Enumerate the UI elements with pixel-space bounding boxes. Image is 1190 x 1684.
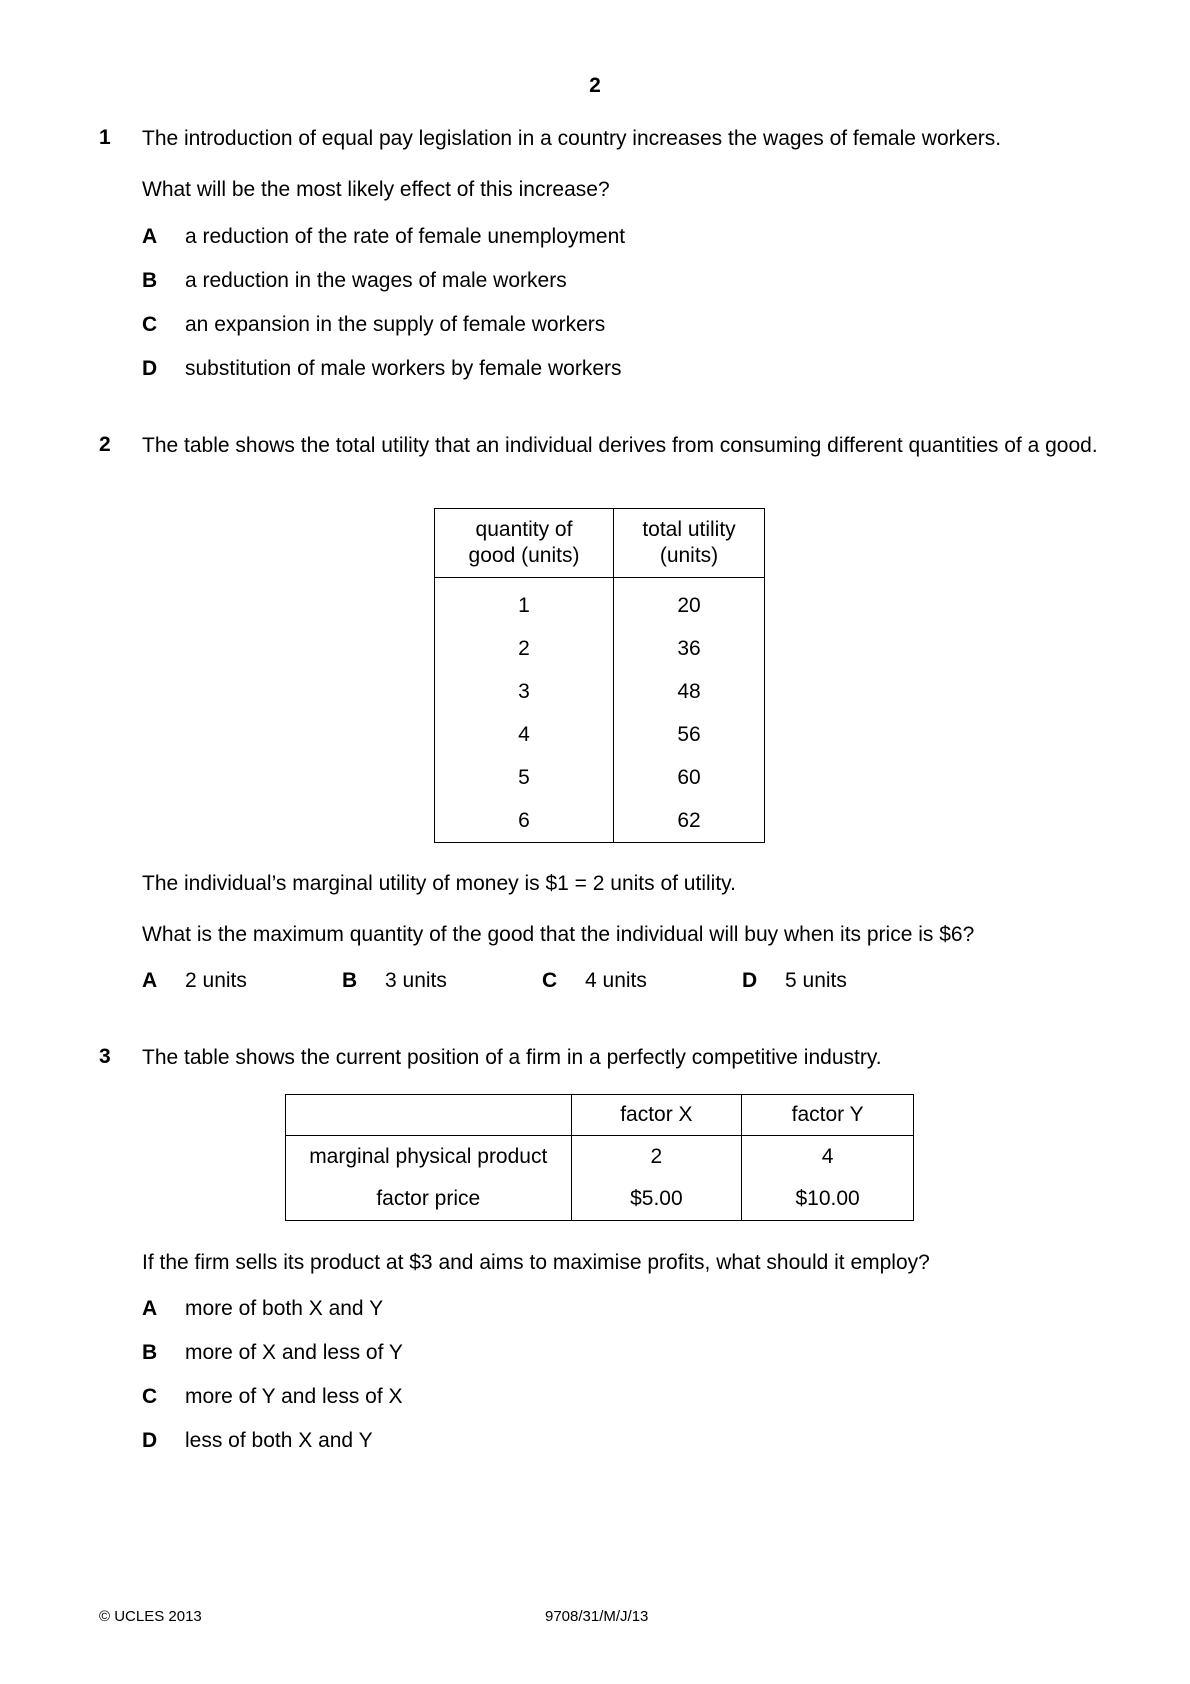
footer-copyright: © UCLES 2013 (99, 1608, 202, 1625)
option-letter: A (142, 225, 158, 248)
table-row (435, 799, 765, 843)
table-cell: 36 (614, 627, 765, 670)
table-row (435, 627, 765, 670)
utility-table (434, 508, 765, 843)
option-letter: D (742, 969, 758, 992)
header-line: good (units) (468, 544, 580, 567)
table-cell: 56 (614, 713, 765, 756)
table-cell: 5 (435, 756, 614, 799)
table-cell: 4 (742, 1136, 914, 1179)
option-text: 2 units (185, 969, 247, 992)
option-text: substitution of male workers by female workers (185, 357, 622, 380)
table-row (286, 1136, 914, 1179)
table-cell: 60 (614, 756, 765, 799)
table-cell: $10.00 (742, 1178, 914, 1221)
footer-paper-code: 9708/31/M/J/13 (545, 1608, 649, 1625)
option-letter: D (142, 1429, 158, 1452)
question-2-note: The individual’s marginal utility of money is $1 = 2 units of utility. (142, 872, 736, 895)
option-text: 3 units (385, 969, 447, 992)
table-cell: 1 (435, 578, 614, 628)
question-2-stem: The table shows the total utility that an individual derives from consuming different quantities of a good. (142, 434, 1098, 457)
option-letter: C (142, 1385, 158, 1408)
option-letter: B (142, 1341, 158, 1364)
table-cell: 2 (571, 1136, 742, 1179)
table-cell: $5.00 (571, 1178, 742, 1221)
table-row (435, 713, 765, 756)
table-cell: factor price (286, 1178, 572, 1221)
option-text: more of X and less of Y (185, 1341, 403, 1364)
question-2-prompt: What is the maximum quantity of the good that the individual will buy when its price is $6? (142, 923, 975, 946)
option-text: 4 units (585, 969, 647, 992)
table-row (435, 578, 765, 628)
question-3-prompt: If the firm sells its product at $3 and aims to maximise profits, what should it employ? (142, 1251, 930, 1274)
header-line: total utility (642, 518, 736, 541)
header-line: (units) (659, 544, 719, 567)
option-text: a reduction of the rate of female unemployment (185, 225, 626, 248)
question-1-stem: The introduction of equal pay legislation in a country increases the wages of female workers. (142, 127, 1002, 150)
table-row (435, 756, 765, 799)
option-text: more of Y and less of X (185, 1385, 403, 1408)
table-cell: 48 (614, 670, 765, 713)
question-2-number: 2 (99, 433, 111, 456)
page-number: 2 (589, 74, 601, 97)
table-header (614, 509, 765, 578)
option-letter: A (142, 1297, 158, 1320)
question-3-number: 3 (99, 1045, 111, 1068)
option-text: a reduction in the wages of male workers (185, 269, 567, 292)
table-header (435, 509, 614, 578)
option-letter: B (342, 969, 358, 992)
table-row (286, 1178, 914, 1221)
table-row (435, 670, 765, 713)
option-letter: C (142, 313, 158, 336)
question-1-number: 1 (99, 126, 111, 149)
factor-table (285, 1094, 914, 1221)
question-3-stem: The table shows the current position of a firm in a perfectly competitive industry. (142, 1046, 882, 1069)
table-cell: 20 (614, 578, 765, 628)
header-line: quantity of (475, 518, 573, 541)
option-letter: D (142, 357, 158, 380)
option-letter: A (142, 969, 158, 992)
option-text: an expansion in the supply of female workers (185, 313, 606, 336)
table-cell: 6 (435, 799, 614, 843)
option-letter: C (542, 969, 558, 992)
table-header: factor Y (742, 1095, 914, 1136)
option-text: more of both X and Y (185, 1297, 384, 1320)
table-header (286, 1095, 572, 1136)
question-1-prompt: What will be the most likely effect of this increase? (142, 178, 610, 201)
option-text: less of both X and Y (185, 1429, 373, 1452)
table-cell: 3 (435, 670, 614, 713)
table-cell: 4 (435, 713, 614, 756)
option-letter: B (142, 269, 158, 292)
option-text: 5 units (785, 969, 847, 992)
table-header: factor X (571, 1095, 742, 1136)
table-cell: 2 (435, 627, 614, 670)
table-cell: 62 (614, 799, 765, 843)
table-cell: marginal physical product (286, 1136, 572, 1179)
